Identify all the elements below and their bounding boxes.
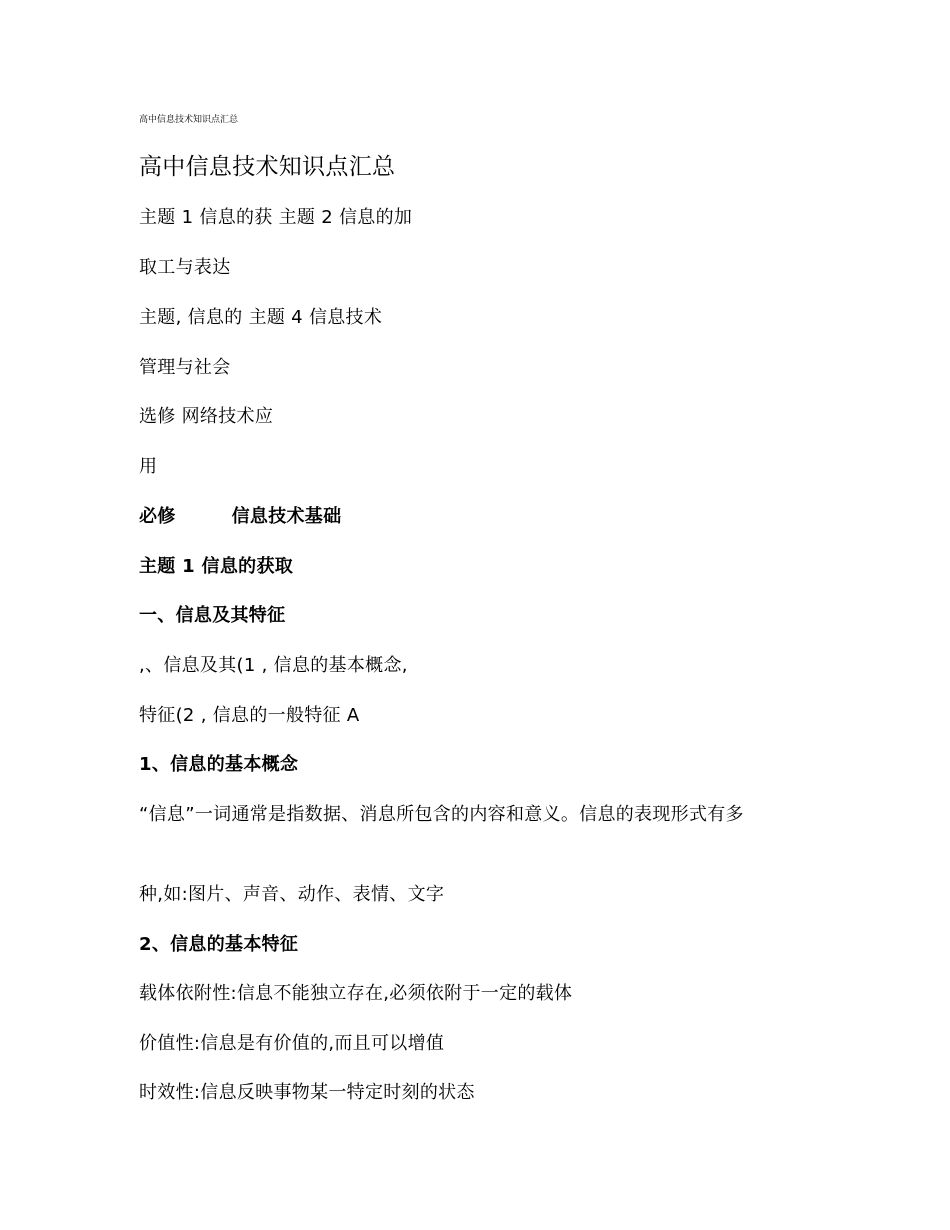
outline-line-2: 特征(2 , 信息的一般特征 A xyxy=(139,705,360,726)
required-course-name: 信息技术基础 xyxy=(231,506,342,527)
required-label: 必修 xyxy=(139,506,176,527)
subsection-1-heading: 1、信息的基本概念 xyxy=(139,754,299,775)
feature-item-3: 时效性:信息反映事物某一特定时刻的状态 xyxy=(139,1082,475,1103)
toc-line-3: 主题, 信息的 主题 4 信息技术 xyxy=(139,307,383,328)
chapter-1-heading: 一、信息及其特征 xyxy=(139,605,286,626)
document-title: 高中信息技术知识点汇总 xyxy=(139,154,396,180)
running-header: 高中信息技术知识点汇总 xyxy=(139,115,239,125)
subsection-1-paragraph: “信息”一词通常是指数据、消息所包含的内容和意义。信息的表现形式有多 xyxy=(139,804,744,825)
toc-line-5: 选修 网络技术应 xyxy=(139,406,274,427)
toc-line-2: 取工与表达 xyxy=(139,257,231,278)
subsection-2-heading: 2、信息的基本特征 xyxy=(139,934,299,955)
toc-line-4: 管理与社会 xyxy=(139,357,231,378)
outline-line-1: ,、信息及其(1 , 信息的基本概念, xyxy=(139,655,408,676)
feature-item-1: 载体依附性:信息不能独立存在,必须依附于一定的载体 xyxy=(139,983,573,1004)
toc-line-6: 用 xyxy=(139,456,158,477)
required-section-heading xyxy=(139,505,341,529)
topic-1-heading: 主题 1 信息的获取 xyxy=(139,556,294,577)
toc-line-1: 主题 1 信息的获 主题 2 信息的加 xyxy=(139,207,413,228)
feature-item-2: 价值性:信息是有价值的,而且可以增值 xyxy=(139,1033,445,1054)
subsection-1-paragraph-cont: 种,如:图片、声音、动作、表情、文字 xyxy=(139,884,445,905)
